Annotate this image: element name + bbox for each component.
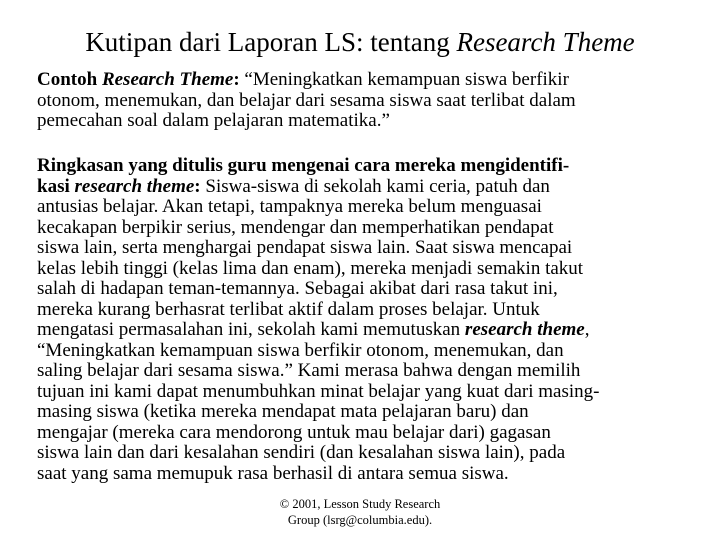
summary-line-7: salah di hadapan teman-temannya. Sebagai akibat dari rasa takut ini, (37, 278, 558, 299)
summary-line-12: tujuan ini kami dapat menumbuhkan minat belajar yang kuat dari masing- (37, 380, 600, 402)
summary-line-6: kelas lebih tinggi (kelas lima dan enam), mereka menjadi semakin takut (37, 257, 584, 279)
summary-line-1: Ringkasan yang ditulis guru mengenai cara mereka mengidentifi- (37, 155, 570, 176)
summary-label-colon: : (194, 175, 201, 197)
title-prefix: Kutipan dari Laporan LS: tentang (85, 27, 457, 57)
summary-line-9-end: , (584, 319, 590, 340)
summary-label-italic: research theme (74, 175, 195, 197)
summary-line-3: antusias belajar. Akan tetapi, tampaknya mereka belum menguasai (37, 196, 542, 217)
summary-line-14: mengajar (mereka cara mendorong untuk mau belajar dari) gagasan (37, 421, 551, 443)
summary-line-4: kecakapan berpikir serius, mendengar dan memperhatikan pendapat (37, 216, 554, 238)
summary-line-9-start: mengatasi permasalahan ini, sekolah kami memutuskan (37, 319, 465, 340)
example-label-colon: : (233, 69, 240, 90)
example-label: Contoh (37, 69, 102, 90)
example-line-3: pemecahan soal dalam pelajaran matematika.” (37, 110, 390, 131)
summary-label: kasi (37, 175, 75, 197)
slide-title (0, 26, 720, 58)
summary-line-9-emphasis: research theme (464, 319, 585, 340)
footer-line-1: © 2001, Lesson Study Research (279, 497, 441, 511)
summary-line-5: siswa lain, serta menghargai pendapat siswa lain. Saat siswa mencapai (37, 237, 573, 258)
example-theme-paragraph (37, 70, 697, 132)
summary-line-15: siswa lain dan dari kesalahan sendiri (dan kesalahan siswa lain), pada (37, 442, 566, 463)
example-line-2: otonom, menemukan, dan belajar dari sesama siswa saat terlibat dalam (37, 89, 576, 111)
example-line-1 (37, 70, 697, 91)
summary-line-13: masing siswa (ketika mereka mendapat mata pelajaran baru) dan (37, 401, 529, 422)
summary-line-9 (37, 320, 697, 341)
summary-line-8: mereka kurang berhasrat terlibat aktif dalam proses belajar. Untuk (37, 298, 540, 320)
summary-line-16: saat yang sama memupuk rasa berhasil di antara semua siswa. (37, 462, 509, 484)
footer-line-2: Group (lsrg@columbia.edu). (287, 513, 433, 527)
summary-line-2-text: Siswa-siswa di sekolah kami ceria, patuh dan (200, 175, 550, 197)
summary-paragraph (37, 156, 697, 484)
summary-line-2 (37, 177, 697, 198)
example-text: “Meningkatkan kemampuan siswa berfikir (239, 69, 569, 90)
copyright-footer (240, 496, 480, 528)
title-emphasis: Research Theme (456, 27, 635, 57)
summary-line-10: “Meningkatkan kemampuan siswa berfikir otonom, menemukan, dan (37, 339, 564, 361)
summary-line-11: saling belajar dari sesama siswa.” Kami merasa bahwa dengan memilih (37, 360, 581, 381)
example-label-italic: Research Theme (101, 69, 234, 90)
